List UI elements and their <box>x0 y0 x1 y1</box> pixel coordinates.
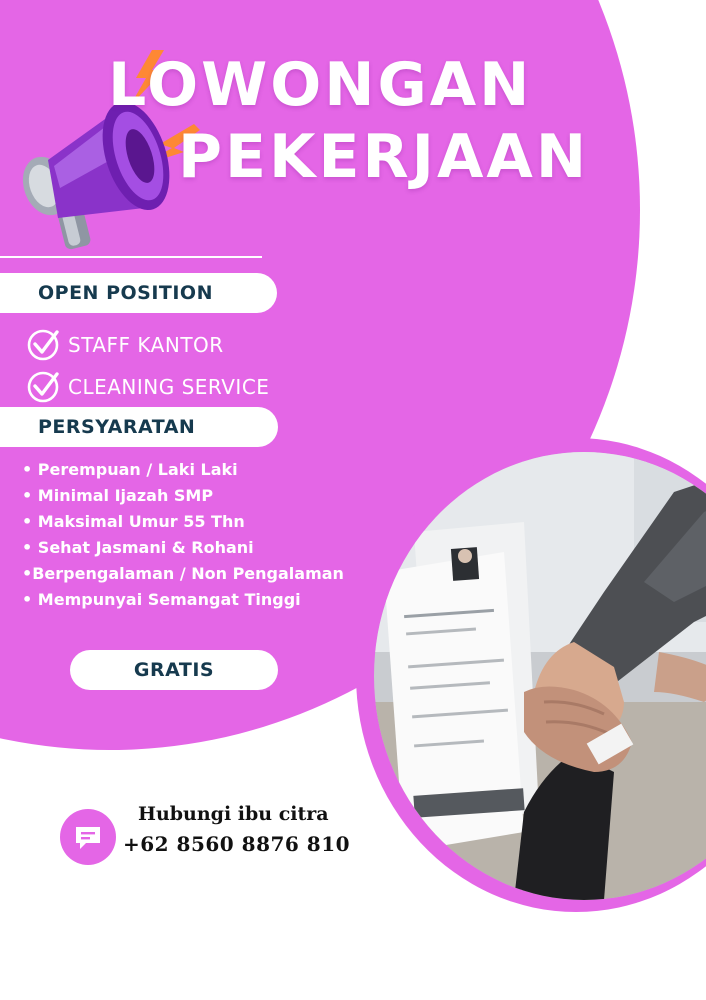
requirements-list <box>22 457 344 613</box>
position-item <box>26 369 269 405</box>
contact-phone[interactable]: +62 8560 8876 810 <box>123 832 351 856</box>
open-position-heading <box>0 273 277 313</box>
gratis-label: GRATIS <box>133 659 215 681</box>
requirements-heading-label: PERSYARATAN <box>38 416 196 438</box>
title-line-1: LOWONGAN <box>108 50 533 120</box>
requirement-item: • Maksimal Umur 55 Thn <box>22 512 245 531</box>
position-label: STAFF KANTOR <box>68 333 224 357</box>
position-item <box>26 327 224 363</box>
position-label: CLEANING SERVICE <box>68 375 270 399</box>
requirements-heading <box>0 407 278 447</box>
check-circle-icon <box>26 327 62 363</box>
open-position-heading-label: OPEN POSITION <box>38 282 213 304</box>
requirement-item: • Perempuan / Laki Laki <box>22 460 238 479</box>
requirement-item: • Mempunyai Semangat Tinggi <box>22 590 301 609</box>
contact-name: Hubungi ibu citra <box>138 803 329 825</box>
chat-bubble-icon <box>60 809 116 865</box>
requirement-item: • Minimal Ijazah SMP <box>22 486 214 505</box>
requirement-item: •Berpengalaman / Non Pengalaman <box>22 564 344 583</box>
gratis-badge <box>70 650 278 690</box>
check-circle-icon <box>26 369 62 405</box>
divider <box>0 256 262 258</box>
title-line-2: PEKERJAAN <box>178 122 590 192</box>
requirement-item: • Sehat Jasmani & Rohani <box>22 538 254 557</box>
